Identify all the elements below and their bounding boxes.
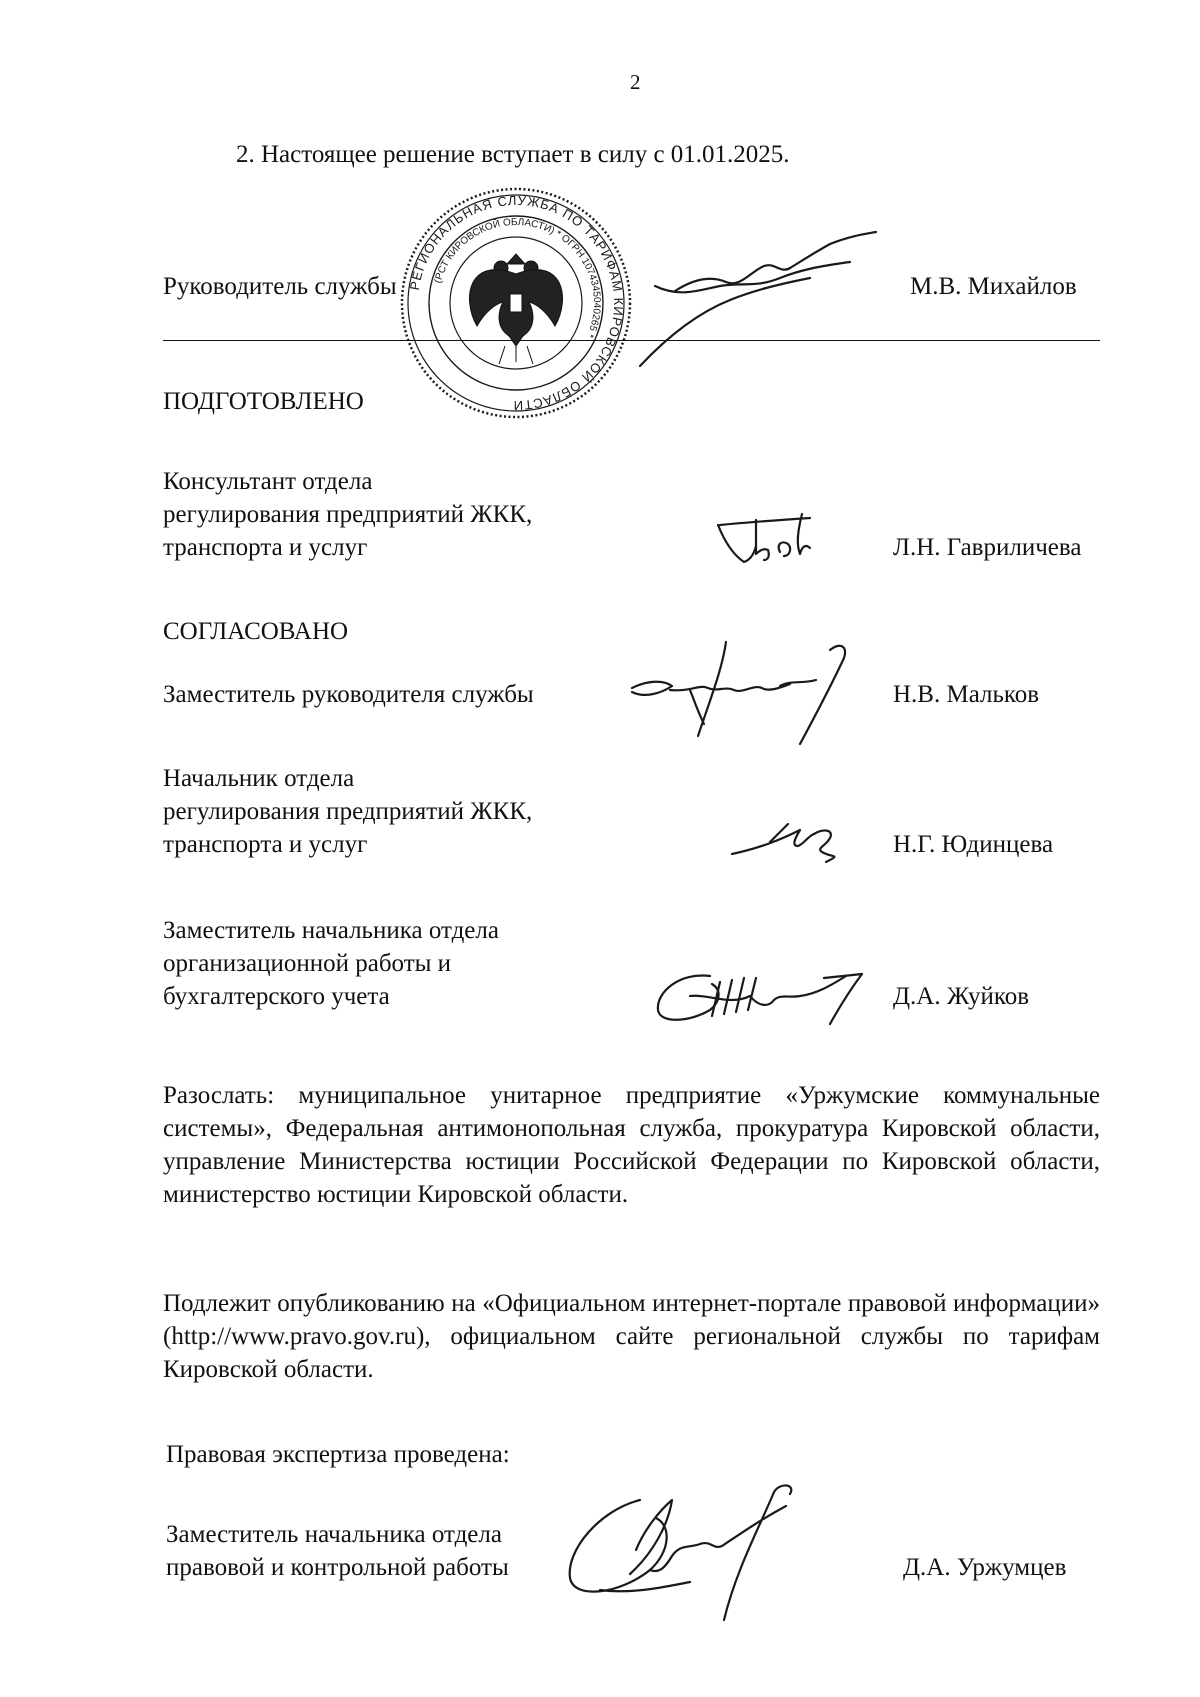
svg-text:РЕГИОНАЛЬНАЯ СЛУЖБА ПО ТАРИФАМ: РЕГИОНАЛЬНАЯ СЛУЖБА ПО ТАРИФАМ КИРОВСКОЙ ОБЛАСТИ xyxy=(406,192,627,414)
svg-text:(РСТ КИРОВСКОЙ ОБЛАСТИ) * ОГРН: (РСТ КИРОВСКОЙ ОБЛАСТИ) * ОГРН 1074345040265 * xyxy=(432,216,603,340)
distribution-paragraph: Разослать: муниципальное унитарное предприятие «Уржумские коммунальные системы», Федеральная антимонопольная служба, прокуратура Кировской области, управление Министерства юстиции Российской Федерации по Кировской области, министерство юстиции Кировской области. xyxy=(163,1082,1100,1208)
legal-review-name: Д.А. Уржумцев xyxy=(903,1554,1067,1581)
legal-review-signature xyxy=(560,1470,860,1630)
prepared-name: Л.Н. Гавриличева xyxy=(893,534,1082,561)
prepared-position-line-2: регулирования предприятий ЖКК, xyxy=(163,501,533,528)
prepared-signature xyxy=(710,510,840,580)
agreed-signer-3-name: Д.А. Жуйков xyxy=(893,983,1030,1010)
agreed-signer-2-name: Н.Г. Юдинцева xyxy=(893,831,1054,858)
double-headed-eagle-icon xyxy=(469,254,562,364)
agreed-signer-1-name: Н.В. Мальков xyxy=(893,681,1040,708)
official-seal xyxy=(399,186,633,420)
agreed-signer-2-position-line-1: Начальник отдела xyxy=(163,765,355,792)
prepared-heading: ПОДГОТОВЛЕНО xyxy=(163,388,364,415)
clause-2: 2. Настоящее решение вступает в силу с 01.01.2025. xyxy=(236,141,790,168)
agreed-signer-2-position-line-2: регулирования предприятий ЖКК, xyxy=(163,798,533,825)
legal-review-position-line-1: Заместитель начальника отдела xyxy=(166,1521,502,1548)
prepared-position-line-3: транспорта и услуг xyxy=(163,534,368,561)
agreed-signer-1-signature xyxy=(630,640,890,750)
agreed-signer-2-signature xyxy=(730,806,850,866)
legal-review-heading: Правовая экспертиза проведена: xyxy=(166,1441,510,1468)
agreed-signer-3-position-line-2: организационной работы и xyxy=(163,950,452,977)
agreed-signer-3-signature xyxy=(650,966,890,1036)
legal-review-position-line-2: правовой и контрольной работы xyxy=(166,1554,509,1581)
publication-paragraph: Подлежит опубликованию на «Официальном интернет-портале правовой информации» (http://www.pravo.gov.ru), официальном сайте региональной службы по тарифам Кировской области. xyxy=(163,1290,1100,1383)
agreed-signer-3-position-line-1: Заместитель начальника отдела xyxy=(163,917,499,944)
head-signature xyxy=(640,226,880,376)
agreed-signer-1-position-line-1: Заместитель руководителя службы xyxy=(163,681,534,708)
head-name: М.В. Михайлов xyxy=(910,273,1077,300)
agreed-signer-2-position-line-3: транспорта и услуг xyxy=(163,831,368,858)
head-position: Руководитель службы xyxy=(163,273,397,300)
prepared-position-line-1: Консультант отдела xyxy=(163,468,373,495)
agreed-heading: СОГЛАСОВАНО xyxy=(163,618,349,645)
page-number: 2 xyxy=(630,70,641,94)
agreed-signer-3-position-line-3: бухгалтерского учета xyxy=(163,983,390,1010)
